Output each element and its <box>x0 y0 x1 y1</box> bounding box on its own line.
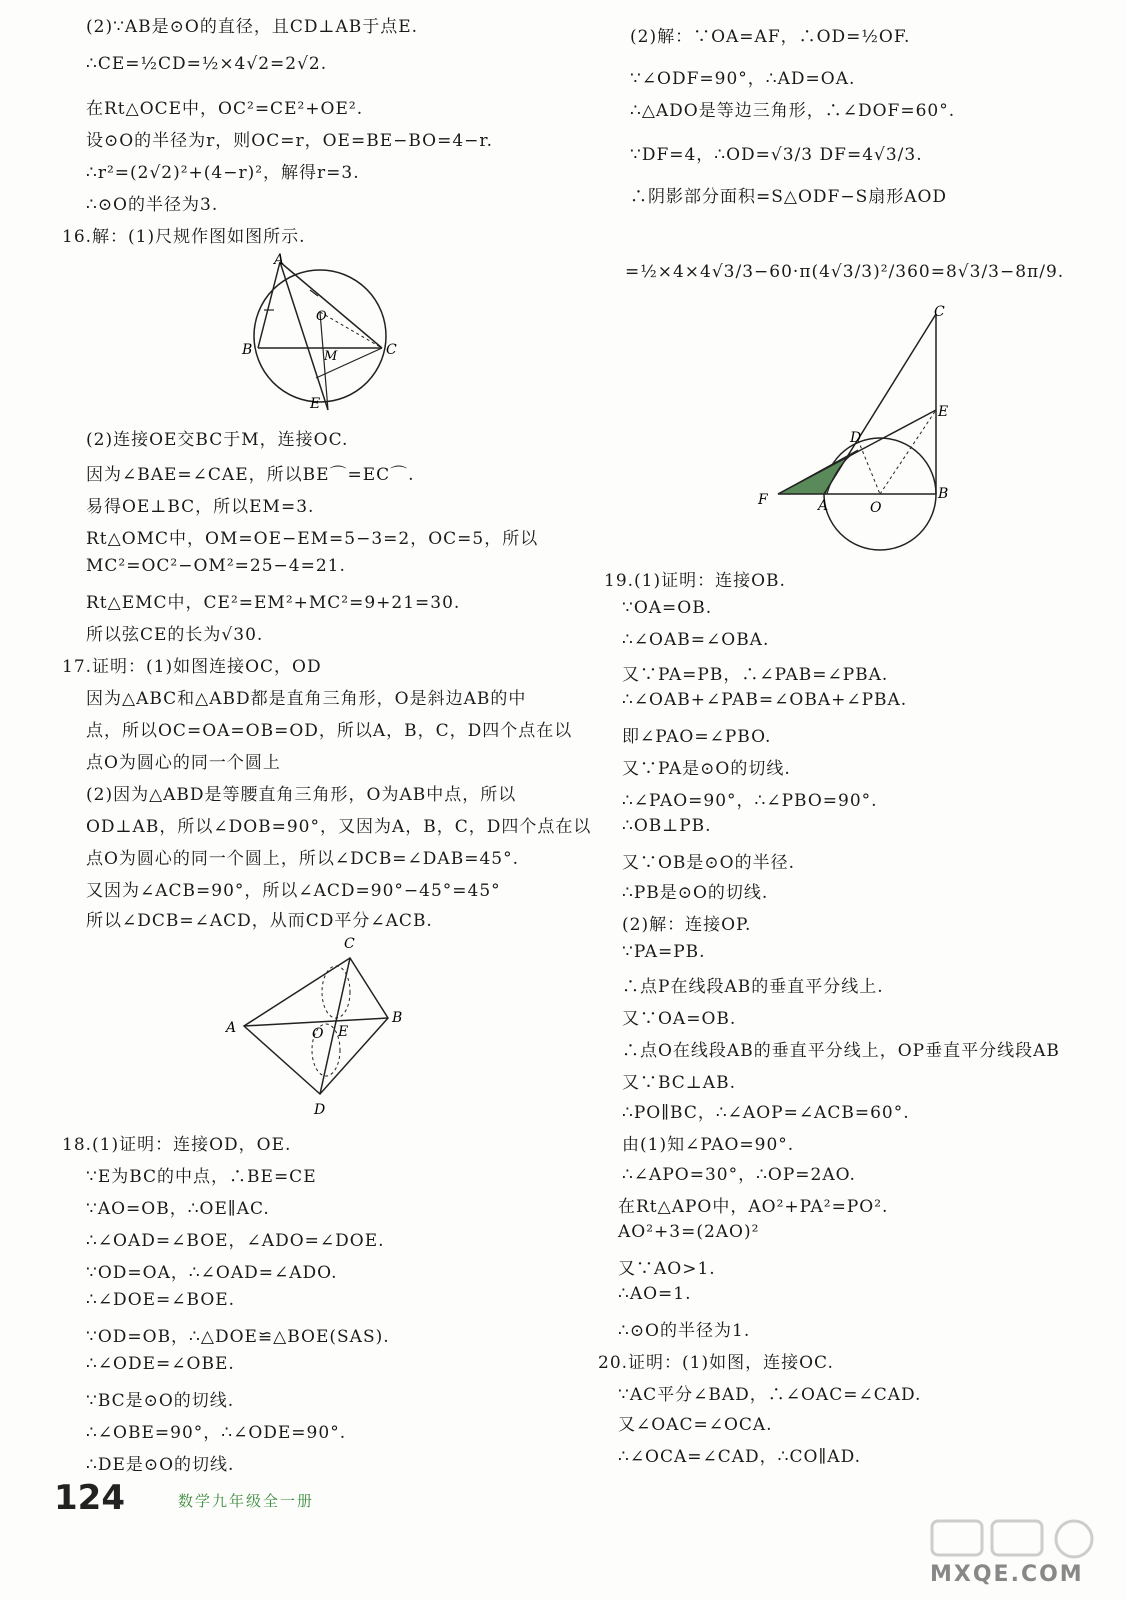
text-line: 在Rt△OCE中，OC²=CE²+OE². <box>86 99 364 119</box>
text-line: ∴∠APO=30°，∴OP=2AO. <box>622 1165 856 1185</box>
text-line: 又∵PA=PB，∴∠PAB=∠PBA. <box>622 665 889 685</box>
text-line: ∴r²=(2√2)²+(4−r)²，解得r=3. <box>86 163 360 183</box>
text-line: ∵DF=4，∴OD=√3/3 DF=4√3/3. <box>630 145 923 165</box>
text-line: 19.(1)证明：连接OB. <box>604 571 786 591</box>
label-E: E <box>310 396 321 412</box>
text-line: 所以弦CE的长为√30. <box>86 625 264 645</box>
text-line: 20.证明：(1)如图，连接OC. <box>598 1353 834 1373</box>
text-line: ∵E为BC的中点，∴BE=CE <box>86 1167 317 1187</box>
text-line: ∴∠PAO=90°，∴∠PBO=90°. <box>622 791 878 811</box>
label-B: B <box>242 342 253 358</box>
watermark-text: MXQE.COM <box>930 1562 1084 1587</box>
text-line: ∴∠OBE=90°，∴∠ODE=90°. <box>86 1423 347 1443</box>
text-line: 所以∠DCB=∠ACD，从而CD平分∠ACB. <box>86 911 433 931</box>
label-M: M <box>324 349 338 364</box>
label-O: O <box>312 1026 324 1042</box>
text-line: 又∵OA=OB. <box>622 1009 737 1029</box>
text-line: ∴AO=1. <box>618 1284 692 1304</box>
label-D: D <box>850 430 862 446</box>
page-number: 124 <box>54 1478 125 1518</box>
text-line: 因为∠BAE=∠CAE，所以BE⌒=EC⌒. <box>86 465 415 485</box>
text-line: 又因为∠ACB=90°，所以∠ACD=90°−45°=45° <box>86 881 501 901</box>
label-E: E <box>938 404 949 420</box>
text-line: 又∠OAC=∠OCA. <box>618 1415 773 1435</box>
text-line: ∴⊙O的半径为3. <box>86 195 219 215</box>
label-C: C <box>934 304 945 320</box>
text-line: AO²+3=(2AO)² <box>618 1222 760 1242</box>
book-subtitle: 数学九年级全一册 <box>178 1492 315 1510</box>
text-line: ∴OB⊥PB. <box>622 816 712 836</box>
text-line: 又∵BC⊥AB. <box>622 1073 736 1093</box>
text-line: ∵OA=OB. <box>622 598 713 618</box>
text-line: ∴阴影部分面积=S△ODF−S扇形AOD <box>630 187 948 207</box>
figure-16-circle-diagram <box>230 250 410 420</box>
text-line: ∵OD=OA，∴∠OAD=∠ADO. <box>86 1263 338 1283</box>
text-line: 设⊙O的半径为r，则OC=r，OE=BE−BO=4−r. <box>86 131 494 151</box>
text-line: (2)解：∵OA=AF，∴OD=½OF. <box>630 27 911 47</box>
text-line: 由(1)知∠PAO=90°. <box>622 1135 795 1155</box>
text-line: ∵∠ODF=90°，∴AD=OA. <box>630 69 856 89</box>
text-line: ∴∠OAB+∠PAB=∠OBA+∠PBA. <box>622 690 908 710</box>
text-line: Rt△EMC中，CE²=EM²+MC²=9+21=30. <box>86 593 461 613</box>
text-line: 又∵AO>1. <box>618 1259 716 1279</box>
text-line: MC²=OC²−OM²=25−4=21. <box>86 556 346 576</box>
text-line: =½×4×4√3/3−60·π(4√3/3)²/360=8√3/3−8π/9. <box>625 262 1065 282</box>
text-line: ∴∠OAB=∠OBA. <box>622 630 770 650</box>
text-line: (2)解：连接OP. <box>622 915 752 935</box>
text-line: 即∠PAO=∠PBO. <box>622 727 772 747</box>
label-A: A <box>818 498 829 514</box>
figure-17-quadrilateral-diagram <box>222 930 412 1120</box>
text-line: ∴∠OCA=∠CAD，∴CO∥AD. <box>618 1447 862 1467</box>
text-line: ∴点O在线段AB的垂直平分线上，OP垂直平分线段AB <box>622 1041 1060 1061</box>
text-line: 17.证明：(1)如图连接OC，OD <box>62 657 322 677</box>
text-line: ∵PA=PB. <box>622 942 706 962</box>
text-line: (2)∵AB是⊙O的直径，且CD⊥AB于点E. <box>86 17 419 37</box>
text-line: 点，所以OC=OA=OB=OD，所以A，B，C，D四个点在以 <box>86 721 573 741</box>
label-C: C <box>386 342 397 358</box>
label-D: D <box>314 1102 326 1118</box>
text-line: ∵BC是⊙O的切线. <box>86 1391 235 1411</box>
text-line: ∴DE是⊙O的切线. <box>86 1455 235 1475</box>
figure-18-tangent-diagram <box>750 300 960 555</box>
text-line: Rt△OMC中，OM=OE−EM=5−3=2，OC=5，所以 <box>86 529 539 549</box>
text-line: (2)连接OE交BC于M，连接OC. <box>86 430 349 450</box>
text-line: OD⊥AB，所以∠DOB=90°，又因为A，B，C，D四个点在以 <box>86 817 592 837</box>
text-line: 16.解：(1)尺规作图如图所示. <box>62 227 306 247</box>
label-A: A <box>274 252 285 268</box>
label-C: C <box>344 936 355 952</box>
label-O: O <box>316 309 327 324</box>
text-line: ∴∠OAD=∠BOE，∠ADO=∠DOE. <box>86 1231 385 1251</box>
text-line: (2)因为△ABD是等腰直角三角形，O为AB中点，所以 <box>86 785 517 805</box>
text-line: 在Rt△APO中，AO²+PA²=PO². <box>618 1197 889 1217</box>
text-line: 点O为圆心的同一个圆上 <box>86 753 281 773</box>
text-line: ∵AC平分∠BAD，∴∠OAC=∠CAD. <box>618 1385 922 1405</box>
text-line: 因为△ABC和△ABD都是直角三角形，O是斜边AB的中 <box>86 689 527 709</box>
text-line: ∵AO=OB，∴OE∥AC. <box>86 1199 270 1219</box>
text-line: 点O为圆心的同一个圆上，所以∠DCB=∠DAB=45°. <box>86 849 519 869</box>
text-line: 18.(1)证明：连接OD，OE. <box>62 1135 292 1155</box>
text-line: ∴∠ODE=∠OBE. <box>86 1354 235 1374</box>
label-B: B <box>392 1010 403 1026</box>
text-line: 又∵OB是⊙O的半径. <box>622 853 796 873</box>
text-line: ∵OD=OB，∴△DOE≌△BOE(SAS). <box>86 1327 390 1347</box>
text-line: 又∵PA是⊙O的切线. <box>622 759 791 779</box>
label-B: B <box>938 486 949 502</box>
text-line: 易得OE⊥BC，所以EM=3. <box>86 497 315 517</box>
label-F: F <box>758 492 768 508</box>
label-A: A <box>226 1020 237 1036</box>
text-line: ∴CE=½CD=½×4√2=2√2. <box>86 54 328 74</box>
text-line: ∴PO∥BC，∴∠AOP=∠ACB=60°. <box>622 1103 910 1123</box>
label-O: O <box>870 500 882 516</box>
text-line: ∴⊙O的半径为1. <box>618 1321 751 1341</box>
text-line: ∴△ADO是等边三角形，∴∠DOF=60°. <box>630 101 956 121</box>
label-E: E <box>338 1024 349 1040</box>
text-line: ∴∠DOE=∠BOE. <box>86 1290 236 1310</box>
text-line: ∴点P在线段AB的垂直平分线上. <box>622 977 884 997</box>
text-line: ∴PB是⊙O的切线. <box>622 883 769 903</box>
